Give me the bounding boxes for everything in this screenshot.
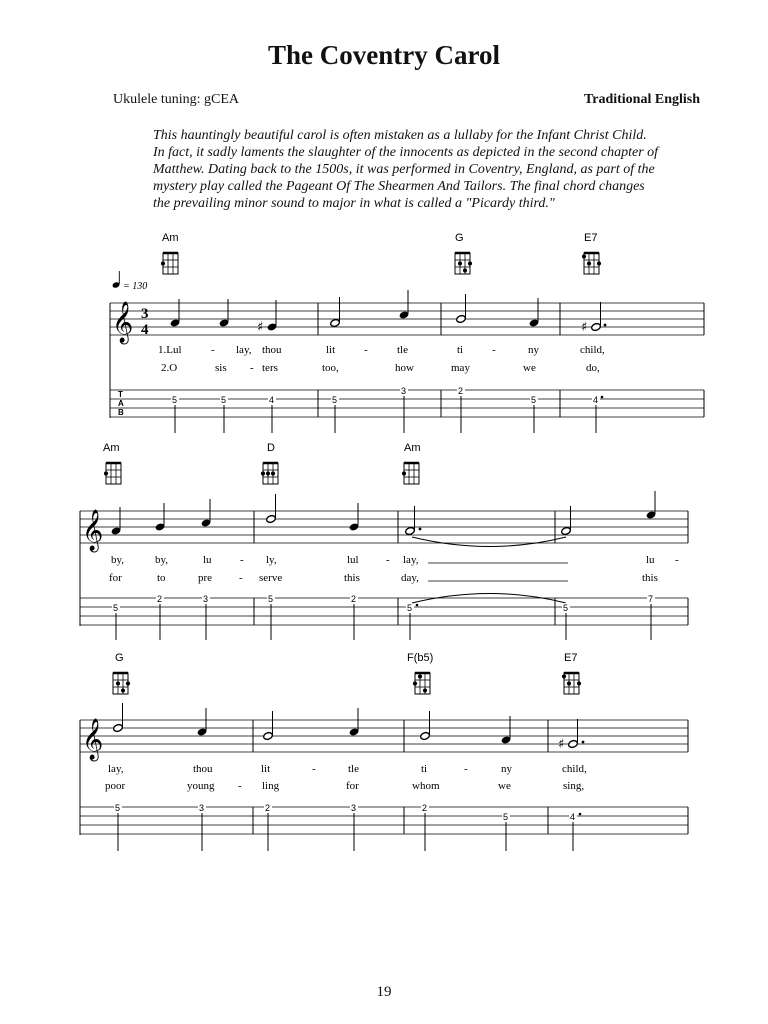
tab-number: 3: [401, 386, 407, 396]
tab-number: 5: [221, 395, 227, 405]
tab-staff: [80, 807, 688, 834]
lyric: day,: [401, 572, 419, 584]
lyric: ny: [528, 344, 539, 356]
lyric: pre: [198, 572, 213, 584]
intro-line: Matthew. Dating back to the 1500s, it was performed in Coventry, England, as part of the: [153, 162, 655, 177]
finger-dot: [266, 471, 270, 475]
lyric: tle: [348, 763, 359, 775]
lyric: -: [464, 763, 468, 775]
tab-number: 5: [172, 395, 178, 405]
lyric: lit: [326, 344, 336, 356]
system-2: [80, 442, 688, 640]
finger-dot: [126, 681, 130, 685]
finger-dot: [463, 268, 467, 272]
tab-number: 5: [332, 395, 338, 405]
tab-number: 3: [199, 803, 205, 813]
intro-line: In fact, it sadly laments the slaughter of the innocents as depicted in the second chapter of: [153, 145, 659, 160]
finger-dot: [567, 681, 571, 685]
chord-name: F(b5): [407, 652, 434, 664]
lyric: -: [386, 554, 390, 566]
treble-clef-icon: 𝄞: [112, 302, 134, 343]
tab-number: 2: [351, 594, 357, 604]
chord-diagram: [402, 463, 419, 484]
tab-number: 2: [157, 594, 163, 604]
tab-number: 3: [203, 594, 209, 604]
notes: [170, 290, 607, 335]
finger-dot: [587, 261, 591, 265]
finger-dot: [261, 471, 265, 475]
lyric: may: [451, 362, 470, 374]
lyric: -: [675, 554, 679, 566]
lyric: -: [211, 344, 215, 356]
treble-clef-icon: 𝄞: [82, 719, 104, 760]
intro-line: mystery play called the Pageant Of The Shearmen And Tailors. The final chord changes: [153, 179, 645, 194]
lyric: -: [250, 362, 254, 374]
lyric: sis: [215, 362, 227, 374]
lyric: sing,: [563, 780, 585, 792]
lyric: lay,: [403, 554, 419, 566]
intro-line: the prevailing minor sound to major in what is called a "Picardy third.": [153, 196, 555, 211]
finger-dot: [116, 681, 120, 685]
chord-name: Am: [103, 442, 120, 454]
lyric: -: [239, 572, 243, 584]
lyric: 1.Lul: [158, 344, 182, 356]
finger-dot: [468, 261, 472, 265]
system-1: [110, 232, 704, 433]
lyric: child,: [580, 344, 605, 356]
staff: [80, 511, 688, 543]
tab-label: T: [118, 390, 123, 399]
finger-dot: [562, 674, 566, 678]
notes: [113, 703, 585, 752]
finger-dot: [458, 261, 462, 265]
lyric: ny: [501, 763, 512, 775]
lyric: ling: [262, 780, 280, 792]
lyric: thou: [193, 763, 213, 775]
time-sig-top: 3: [141, 306, 149, 322]
intro-line: This hauntingly beautiful carol is often mistaken as a lullaby for the Infant Christ Child.: [153, 128, 647, 143]
finger-dot: [423, 688, 427, 692]
lyric: lit: [261, 763, 271, 775]
chord-name: G: [115, 652, 124, 664]
tab-number: 5: [563, 603, 569, 613]
tab-number: 7: [648, 594, 654, 604]
lyric: whom: [412, 780, 440, 792]
lyric: for: [109, 572, 122, 584]
time-sig-bottom: 4: [141, 322, 149, 338]
lyric: -: [492, 344, 496, 356]
chord-diagram: [113, 673, 130, 694]
lyric: lay,: [108, 763, 124, 775]
lyric: -: [364, 344, 368, 356]
chord-diagram: [582, 253, 601, 274]
finger-dot: [161, 261, 165, 265]
tab-label: A: [118, 399, 124, 408]
tab-staff: [80, 598, 688, 625]
svg-text:♯: ♯: [558, 737, 565, 752]
lyric: lu: [203, 554, 212, 566]
lyric: ti: [457, 344, 464, 356]
lyric: lul: [347, 554, 359, 566]
lyric: young: [187, 780, 215, 792]
tab-number: 2: [458, 386, 464, 396]
tab-number: 3: [351, 803, 357, 813]
lyric: we: [523, 362, 536, 374]
lyric: for: [346, 780, 359, 792]
lyric: by,: [111, 554, 125, 566]
tuning-label: Ukulele tuning: gCEA: [113, 92, 239, 107]
lyric: too,: [322, 362, 339, 374]
lyric: do,: [586, 362, 600, 374]
chord-diagram: [562, 673, 581, 694]
chord-diagram: [455, 253, 472, 274]
treble-clef-icon: 𝄞: [82, 510, 104, 551]
page-title: The Coventry Carol: [268, 40, 500, 70]
lyric: how: [395, 362, 414, 374]
lyric: ly,: [266, 554, 277, 566]
tab-number: 5: [115, 803, 121, 813]
finger-dot: [582, 254, 586, 258]
staff: [110, 303, 704, 335]
chord-diagram: [161, 253, 178, 274]
staff: [80, 720, 688, 752]
finger-dot: [597, 261, 601, 265]
chord-name: D: [267, 442, 275, 454]
finger-dot: [271, 471, 275, 475]
lyric: ti: [421, 763, 428, 775]
lyric: we: [498, 780, 511, 792]
tab-number: 4: [570, 812, 576, 822]
lyric: this: [642, 572, 658, 584]
tab-notes: [171, 386, 603, 433]
finger-dot: [418, 674, 422, 678]
chord-diagram: [261, 463, 278, 484]
page-number: 19: [376, 984, 392, 1000]
tab-label: B: [118, 408, 124, 417]
tab-number: 5: [503, 812, 509, 822]
lyric: to: [157, 572, 166, 584]
tab-number: 5: [113, 603, 119, 613]
lyric: 2.O: [161, 362, 178, 374]
chord-name: G: [455, 232, 464, 244]
lyric: -: [240, 554, 244, 566]
finger-dot: [413, 681, 417, 685]
chord-name: Am: [404, 442, 421, 454]
lyric: by,: [155, 554, 169, 566]
composer-label: Traditional English: [583, 92, 700, 107]
chord-name: Am: [162, 232, 179, 244]
tab-number: 5: [268, 594, 274, 604]
lyric: serve: [259, 572, 283, 584]
finger-dot: [402, 471, 406, 475]
chord-diagram: [413, 673, 430, 694]
lyric: lu: [646, 554, 655, 566]
tab-notes: [114, 803, 581, 851]
lyric: tle: [397, 344, 408, 356]
system-3: [80, 652, 688, 851]
tab-number: 4: [269, 395, 275, 405]
finger-dot: [104, 471, 108, 475]
lyric: lay,: [236, 344, 252, 356]
lyric: -: [312, 763, 316, 775]
tab-number: 2: [422, 803, 428, 813]
lyric: ters: [262, 362, 278, 374]
finger-dot: [577, 681, 581, 685]
tab-number: 5: [531, 395, 537, 405]
tab-number: 5: [407, 603, 413, 613]
lyric: child,: [562, 763, 587, 775]
finger-dot: [121, 688, 125, 692]
tab-notes: [112, 594, 655, 641]
lyric: -: [238, 780, 242, 792]
lyric: poor: [105, 780, 126, 792]
chord-name: E7: [584, 232, 598, 244]
chord-diagram: [104, 463, 121, 484]
chord-name: E7: [564, 652, 578, 664]
lyric: this: [344, 572, 360, 584]
lyric: thou: [262, 344, 282, 356]
svg-text:♯: ♯: [581, 320, 588, 335]
tempo-marking: = 130: [123, 281, 148, 292]
tab-number: 2: [265, 803, 271, 813]
svg-text:♯: ♯: [257, 320, 264, 335]
tab-number: 4: [593, 395, 599, 405]
